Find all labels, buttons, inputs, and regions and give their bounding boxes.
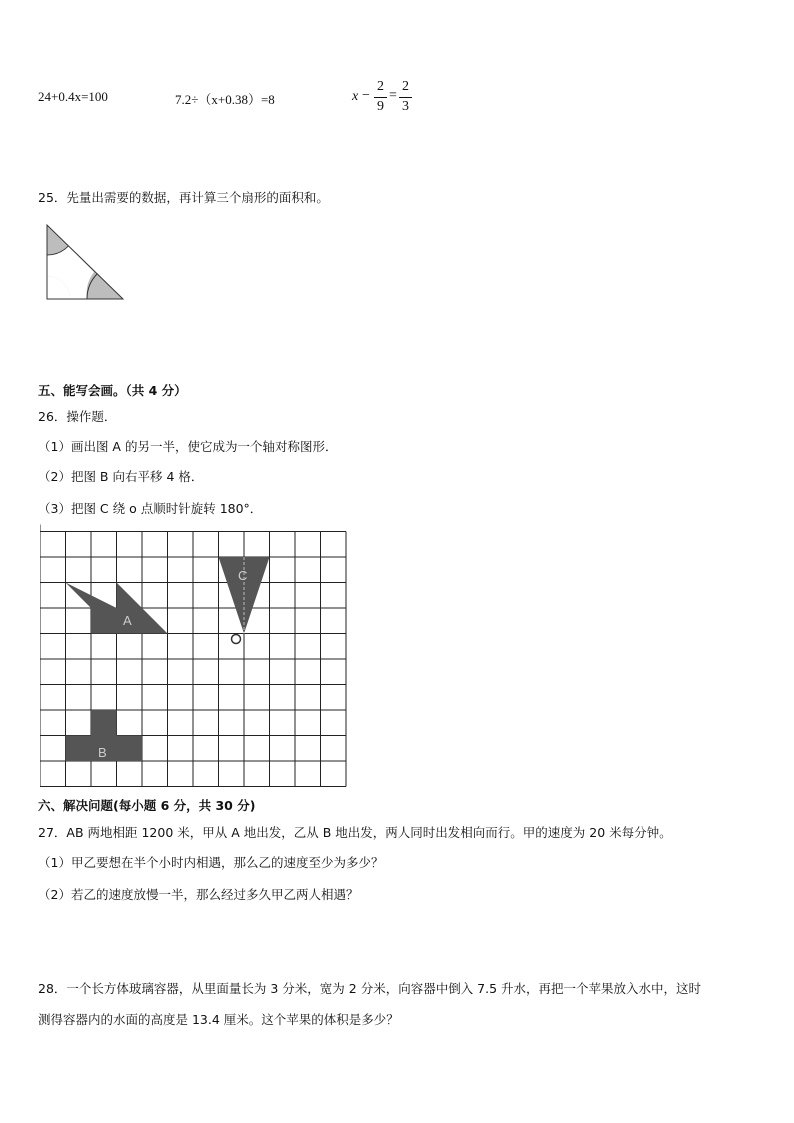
equation-3-frac2-bar xyxy=(399,97,412,98)
question-25: 25．先量出需要的数据，再计算三个扇形的面积和。 xyxy=(38,190,329,205)
section-6-title: 六、解决问题(每小题 6 分，共 30 分) xyxy=(38,798,256,813)
equation-3-frac2-denominator: 3 xyxy=(402,99,409,114)
label-a: A xyxy=(123,613,132,628)
question-28-line-2: 测得容器内的水面的高度是 13.4 厘米。这个苹果的体积是多少？ xyxy=(38,1012,399,1027)
equation-3-frac1-denominator: 9 xyxy=(377,99,384,114)
rotation-point-o xyxy=(232,635,241,644)
label-b: B xyxy=(98,745,107,760)
equation-3-frac2-numerator: 2 xyxy=(402,79,409,94)
equation-2: 7.2÷（x+0.38）=8 xyxy=(175,92,275,107)
equation-3-equals: = xyxy=(389,88,397,103)
equation-3-var: x xyxy=(352,89,359,104)
question-26-item-3: （3）把图 C 绕 o 点顺时针旋转 180°． xyxy=(38,501,263,516)
equation-1: 24+0.4x=100 xyxy=(38,89,108,104)
sector-triangle-figure xyxy=(44,222,126,302)
question-26: 26．操作题． xyxy=(38,409,117,424)
question-27: 27．AB 两地相距 1200 米，甲从 A 地出发，乙从 B 地出发，两人同时出发相向而行。甲的速度为 20 米每分钟。 xyxy=(38,825,672,840)
question-28-line-1: 28．一个长方体玻璃容器，从里面量长为 3 分米，宽为 2 分米，向容器中倒入 7.5 升水，再把一个苹果放入水中，这时 xyxy=(38,981,702,996)
equation-3-frac1-numerator: 2 xyxy=(377,79,384,94)
equation-3-minus: − xyxy=(362,88,370,103)
label-c: C xyxy=(238,568,248,583)
square-grid xyxy=(40,524,354,792)
equation-3-frac1-bar xyxy=(374,97,387,98)
question-27-part-2: （2）若乙的速度放慢一半，那么经过多久甲乙两人相遇？ xyxy=(38,887,359,902)
section-5-title: 五、能写会画。（共 4 分） xyxy=(38,383,187,398)
question-27-part-1: （1）甲乙要想在半个小时内相遇，那么乙的速度至少为多少？ xyxy=(38,855,384,870)
question-26-item-2: （2）把图 B 向右平移 4 格． xyxy=(38,469,204,484)
question-26-item-1: （1）画出图 A 的另一半，使它成为一个轴对称图形． xyxy=(38,439,338,454)
